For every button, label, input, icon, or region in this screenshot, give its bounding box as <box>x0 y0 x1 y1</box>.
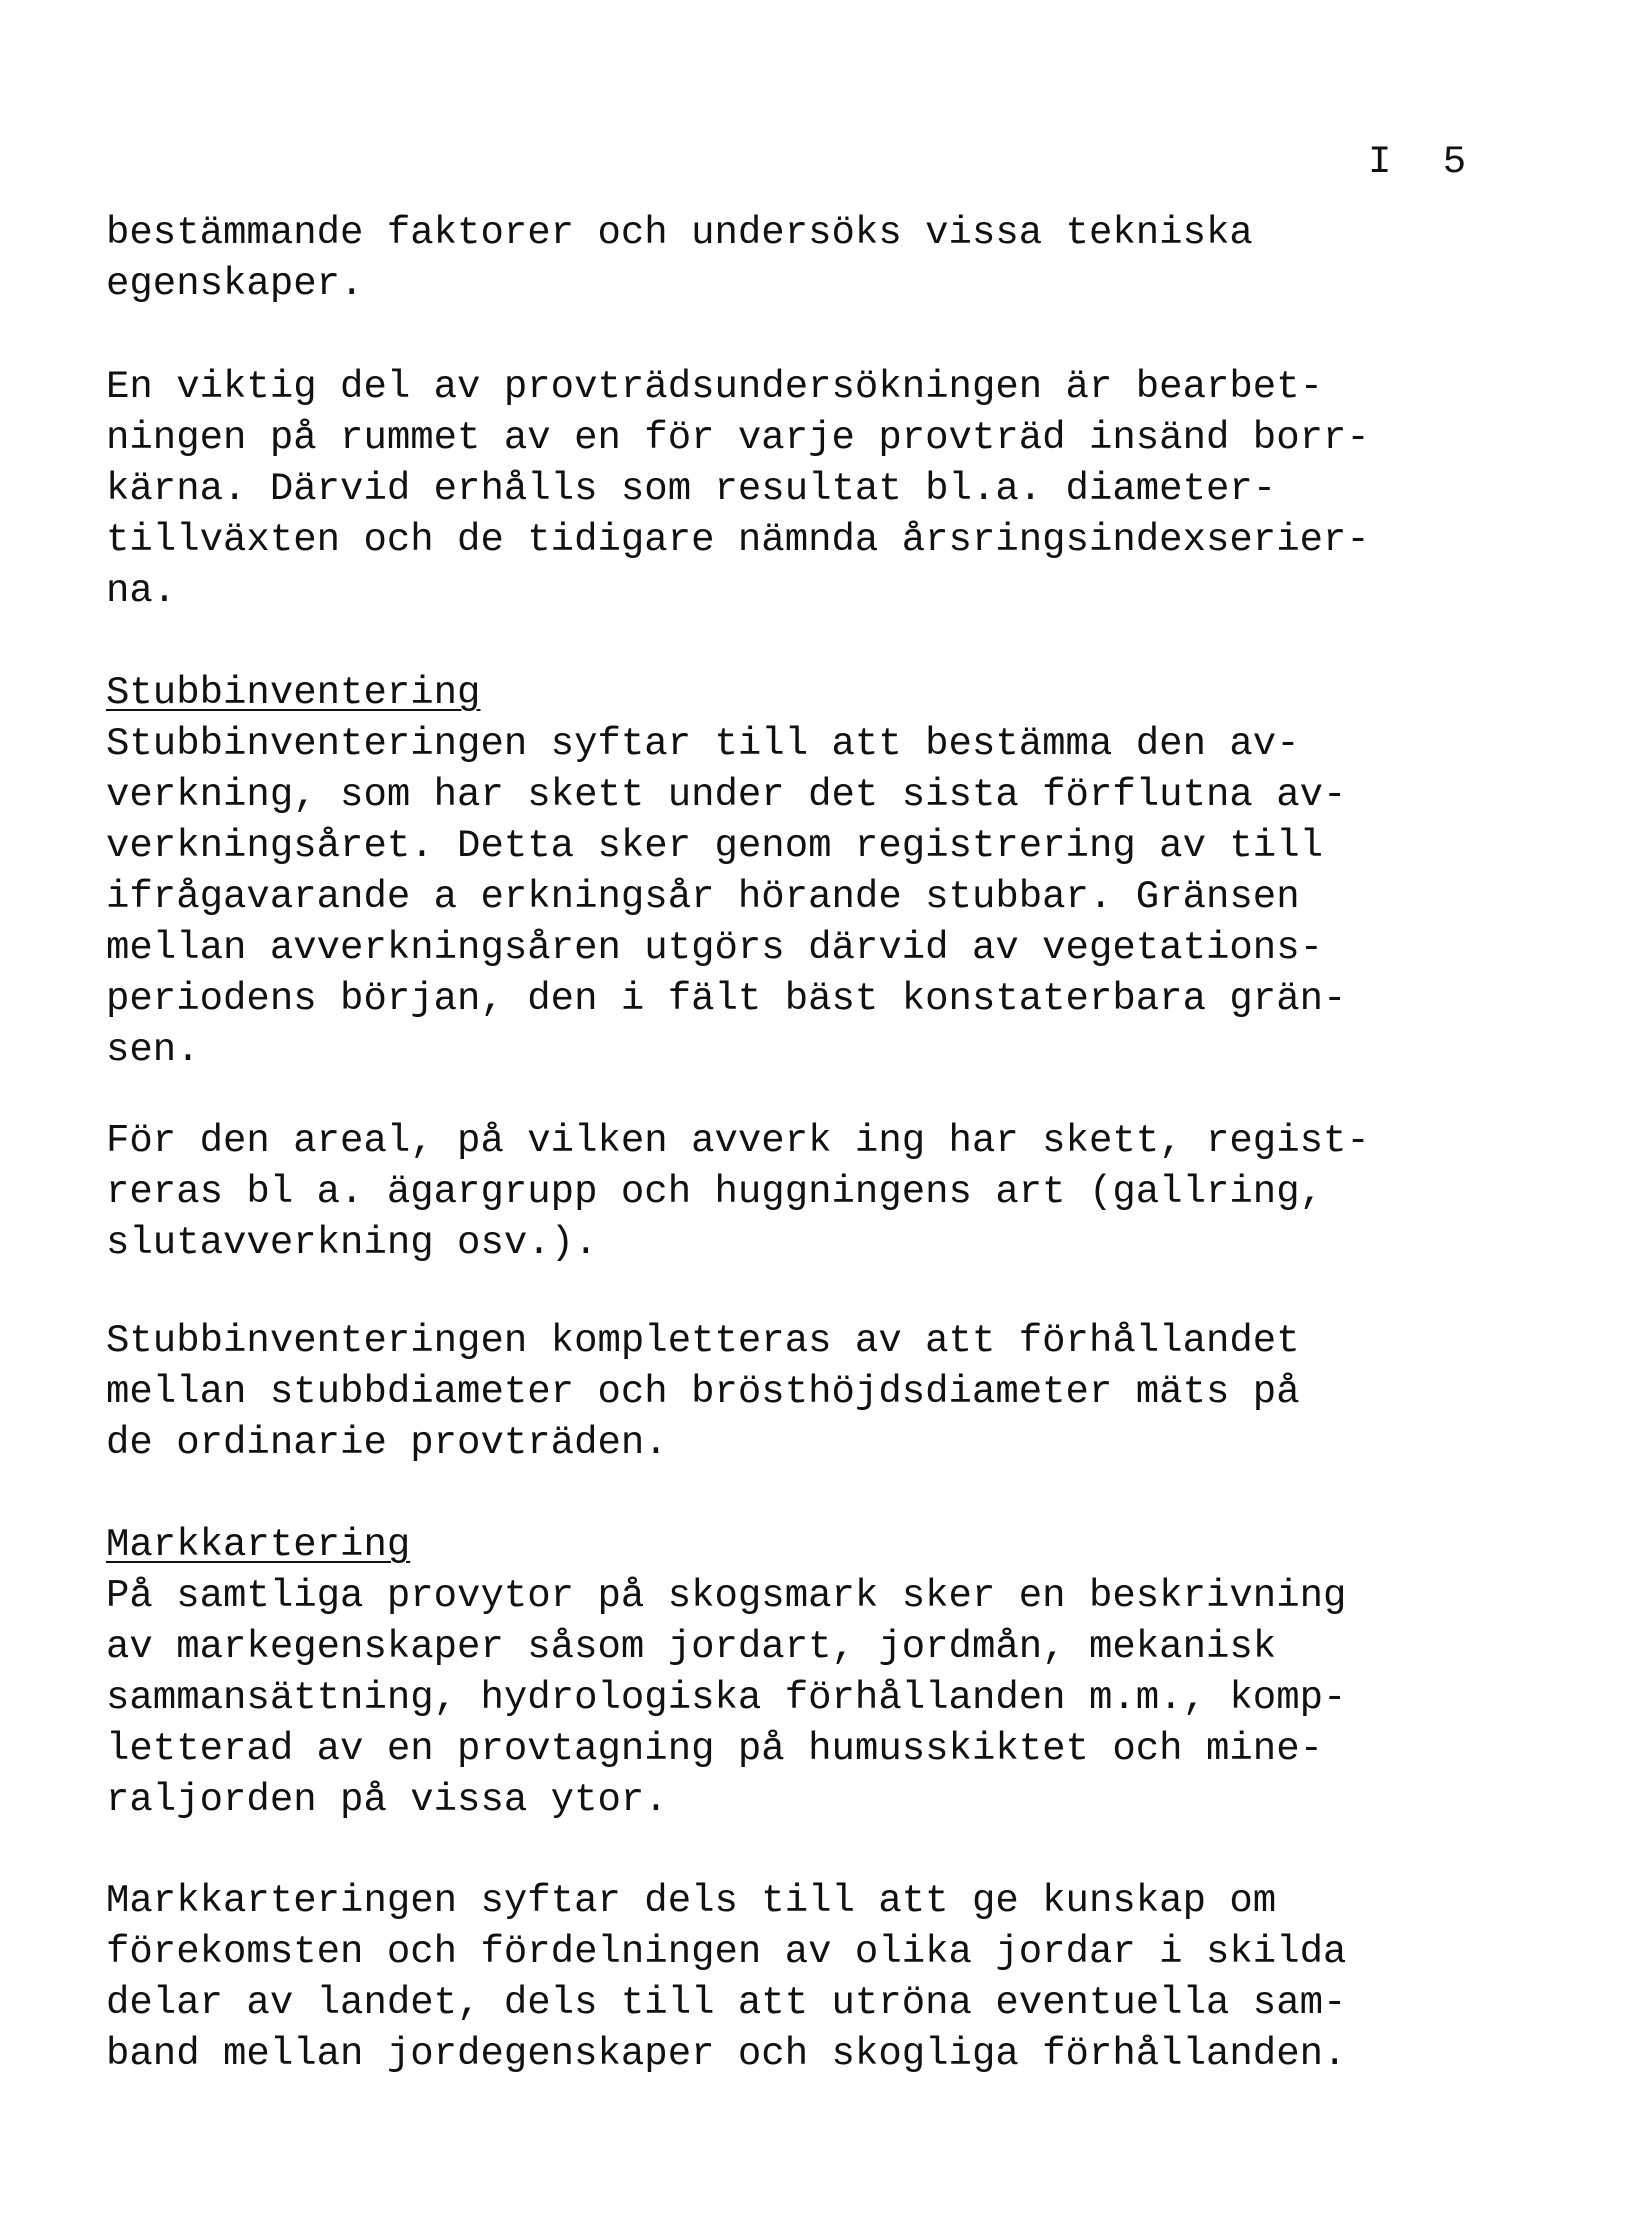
text-line: tillväxten och de tidigare nämnda årsringsindexserier- <box>106 518 1370 562</box>
page-number: I 5 <box>1368 140 1481 184</box>
text-line: mellan avverkningsåren utgörs därvid av vegetations- <box>106 926 1323 970</box>
text-line: periodens början, den i fält bäst konstaterbara grän- <box>106 977 1347 1021</box>
text-line: mellan stubbdiameter och brösthöjdsdiameter mäts på <box>106 1370 1300 1414</box>
section-heading: Markkartering <box>106 1523 411 1567</box>
text-line: egenskaper. <box>106 262 364 306</box>
text-line: ningen på rummet av en för varje provträd insänd borr- <box>106 416 1370 460</box>
text-line: sammansättning, hydrologiska förhållanden m.m., komp- <box>106 1676 1347 1720</box>
text-line: raljorden på vissa ytor. <box>106 1778 668 1822</box>
text-line: På samtliga provytor på skogsmark sker en beskrivning <box>106 1574 1347 1618</box>
text-line: letterad av en provtagning på humusskiktet och mine- <box>106 1727 1323 1771</box>
text-line: Stubbinventeringen kompletteras av att förhållandet <box>106 1319 1300 1363</box>
paragraph-areal <box>106 1116 1370 1269</box>
text-line: sen. <box>106 1028 200 1072</box>
text-line: kärna. Därvid erhålls som resultat bl.a. diameter- <box>106 467 1277 511</box>
paragraph-continuation <box>106 208 1253 310</box>
text-line: slutavverkning osv.). <box>106 1221 598 1265</box>
text-line: delar av landet, dels till att utröna eventuella sam- <box>106 1981 1347 2025</box>
paragraph-provtrad <box>106 362 1370 617</box>
section-heading: Stubbinventering <box>106 671 481 715</box>
section-markkartering <box>106 1520 1346 1826</box>
text-line: de ordinarie provträden. <box>106 1421 668 1465</box>
text-line: För den areal, på vilken avverk ing har skett, regist- <box>106 1119 1370 1163</box>
text-line: verkningsåret. Detta sker genom registrering av till <box>106 824 1323 868</box>
text-line: band mellan jordegenskaper och skogliga förhållanden. <box>106 2032 1347 2076</box>
text-line: förekomsten och fördelningen av olika jordar i skilda <box>106 1930 1347 1974</box>
paragraph-markkarteringen <box>106 1876 1346 2080</box>
text-line: Markkarteringen syftar dels till att ge kunskap om <box>106 1879 1277 1923</box>
paragraph-stubbdiameter <box>106 1316 1300 1469</box>
text-line: En viktig del av provträdsundersökningen är bearbet- <box>106 365 1323 409</box>
section-stubbinventering <box>106 668 1346 1076</box>
text-line: av markegenskaper såsom jordart, jordmån, mekanisk <box>106 1625 1277 1669</box>
text-line: reras bl a. ägargrupp och huggningens art (gallring, <box>106 1170 1323 1214</box>
text-line: bestämmande faktorer och undersöks vissa tekniska <box>106 211 1253 255</box>
text-line: na. <box>106 569 177 613</box>
text-line: Stubbinventeringen syftar till att bestämma den av- <box>106 722 1300 766</box>
text-line: verkning, som har skett under det sista förflutna av- <box>106 773 1347 817</box>
text-line: ifrågavarande a erkningsår hörande stubbar. Gränsen <box>106 875 1300 919</box>
